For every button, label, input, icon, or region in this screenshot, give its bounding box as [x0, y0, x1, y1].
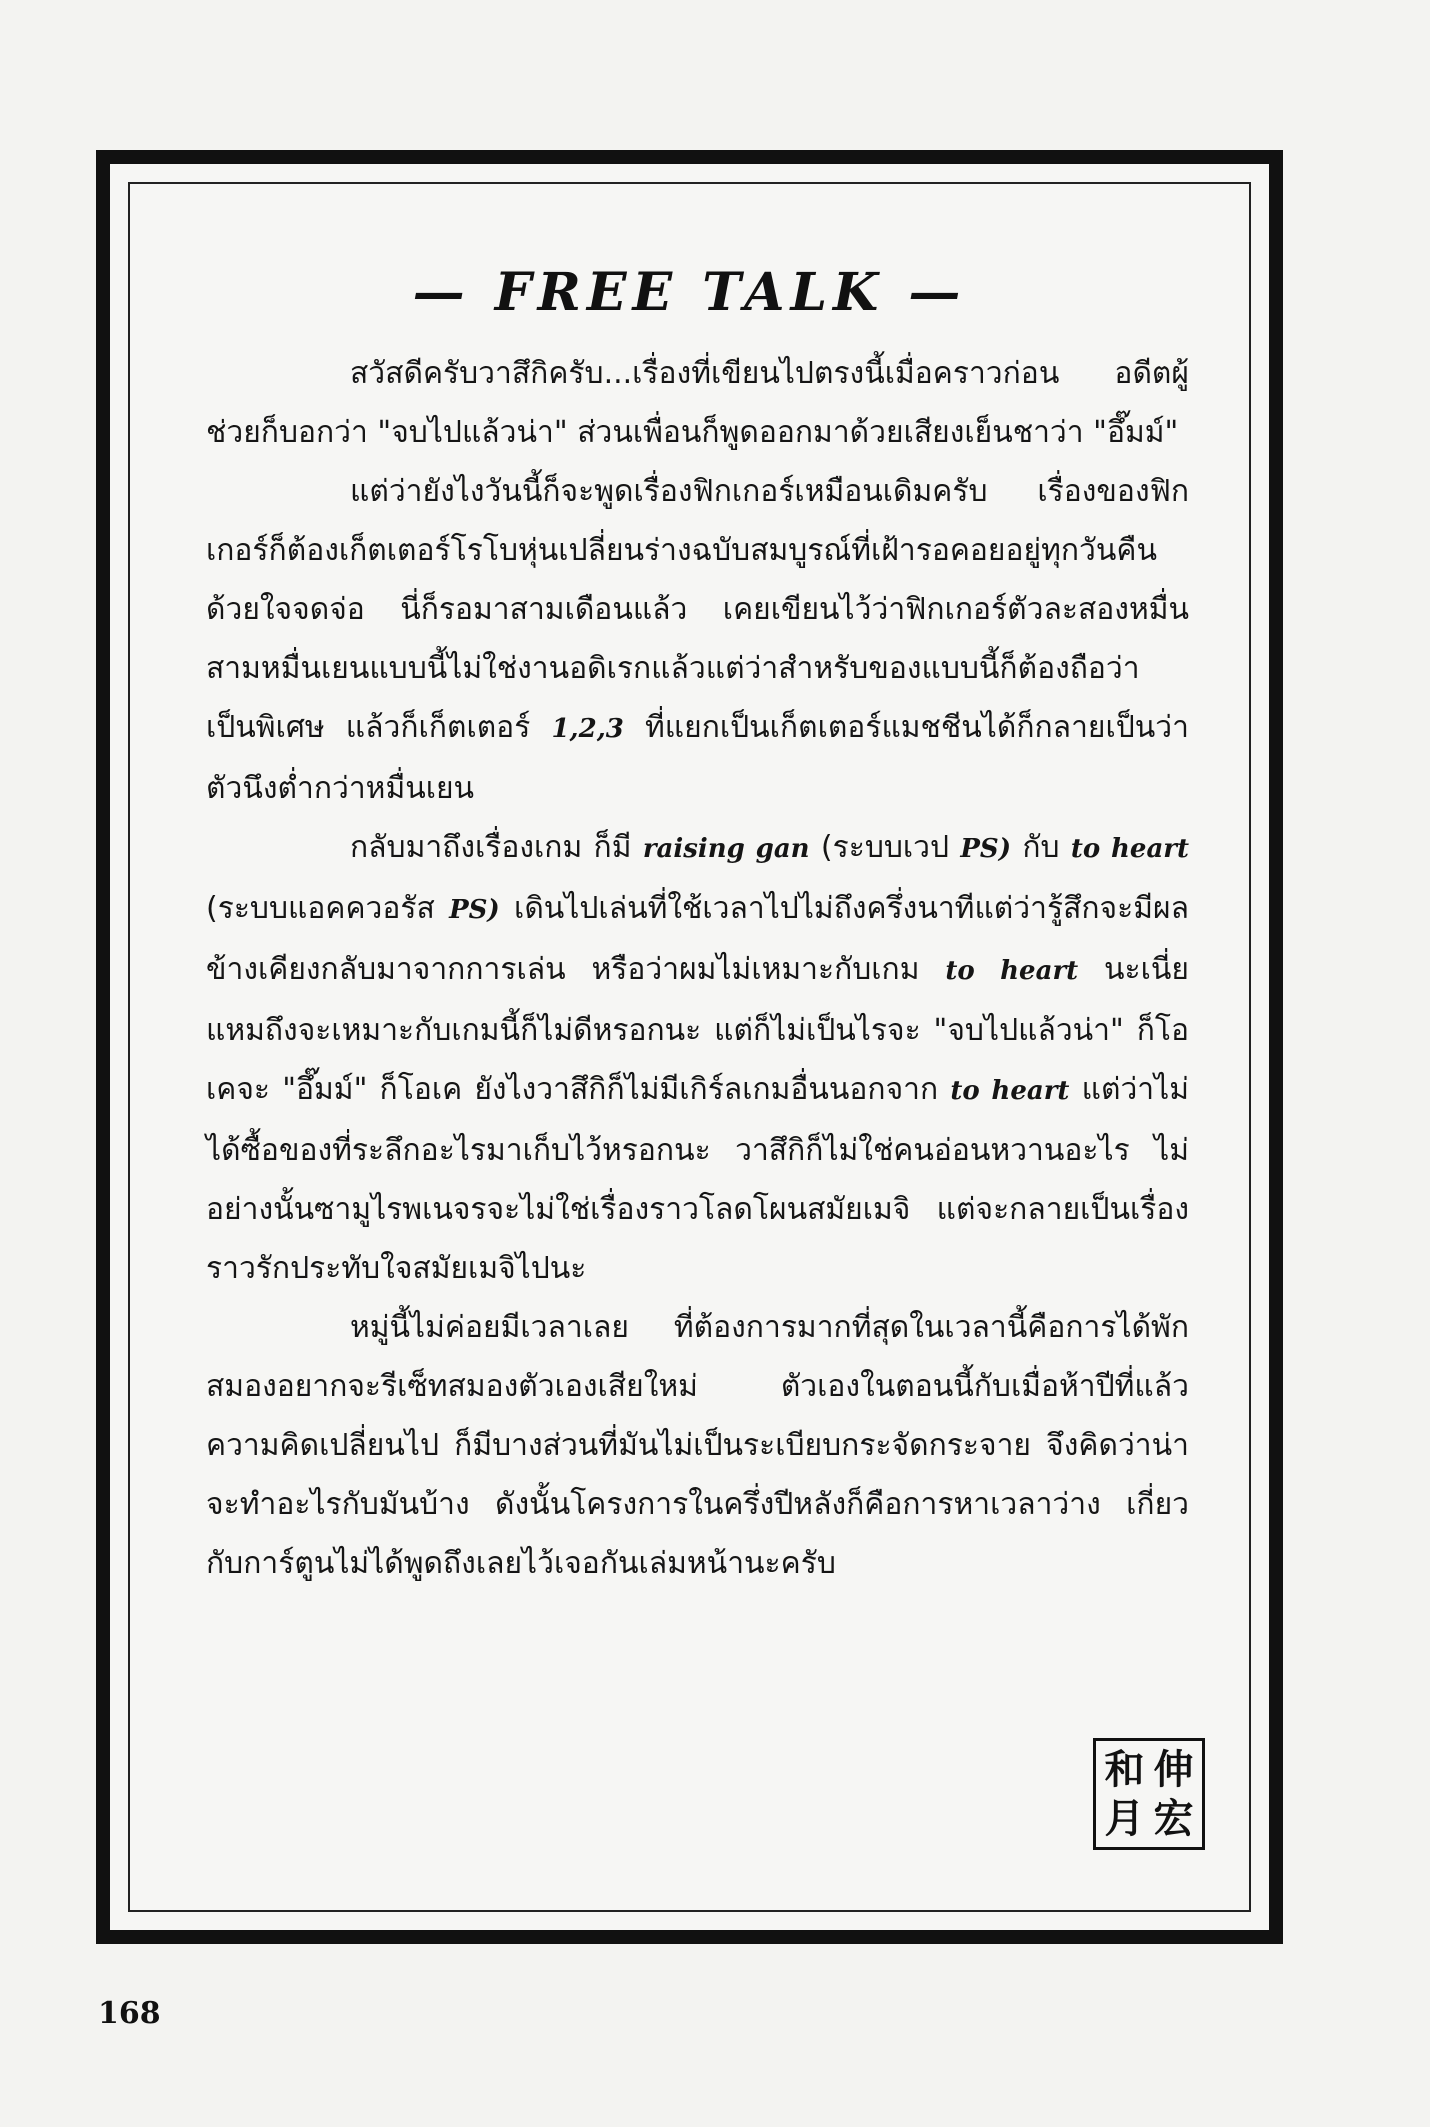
body-paragraph	[206, 818, 1189, 1298]
text-segment: เดินไปเล่นที่ใช้เวลาไปไม่ถึงครึ่งนาทีแต่ว่ารู้สึกจะมีผลข้างเคียงกลับมาจากการเล่น หรือว่าผมไม่เหมาะกับเกม	[206, 891, 1189, 987]
seal-char: 和	[1104, 1745, 1145, 1793]
body-paragraph	[206, 1298, 1189, 1593]
latin-text-segment: to heart	[950, 1076, 1070, 1106]
artist-seal-stamp	[1093, 1738, 1205, 1850]
text-segment: แต่ว่าไม่ได้ซื้อของที่ระลึกอะไรมาเก็บไว้หรอกนะ วาสึกิก็ไม่ใช่คนอ่อนหวานอะไร ไม่อย่างนั้นซามูไรพเนจรจะไม่ใช่เรื่องราวโลดโผนสมัยเมจิ แต่จะกลายเป็นเรื่องราวรักประทับใจสมัยเมจิไปนะ	[206, 1072, 1189, 1286]
latin-text-segment: to heart	[1070, 834, 1190, 864]
text-segment: แต่ว่ายังไงวันนี้ก็จะพูดเรื่องฟิกเกอร์เหมือนเดิมครับ เรื่องของฟิกเกอร์ก็ต้องเก็ตเตอร์โรโบหุ่นเปลี่ยนร่างฉบับสมบูรณ์ที่เฝ้ารอคอยอยู่ทุกวันคืนด้วยใจจดจ่อ นี่ก็รอมาสามเดือนแล้ว เคยเขียนไว้ว่าฟิกเกอร์ตัวละสองหมื่นสามหมื่นเยนแบบนี้ไม่ใช่งานอดิเรกแล้วแต่ว่าสำหรับของแบบนี้ก็ต้องถือว่าเป็นพิเศษ แล้วก็เก็ตเตอร์	[206, 474, 1189, 745]
text-segment: นะเนี่ย แหมถึงจะเหมาะกับเกมนี้ก็ไม่ดีหรอกนะ แต่ก็ไม่เป็นไรจะ "จบไปแล้วน่า" ก็โอเคจะ "อึ๊มม์" ก็โอเค ยังไงวาสึกิก็ไม่มีเกิร์ลเกมอื่นนอกจาก	[206, 952, 1190, 1107]
page-number: 168	[98, 1996, 161, 2031]
text-segment: หมู่นี้ไม่ค่อยมีเวลาเลย ที่ต้องการมากที่สุดในเวลานี้คือการได้พักสมองอยากจะรีเซ็ทสมองตัวเองเสียใหม่ ตัวเองในตอนนี้กับเมื่อห้าปีที่แล้วความคิดเปลี่ยนไป ก็มีบางส่วนที่มันไม่เป็นระเบียบกระจัดกระจาย จึงคิดว่าน่าจะทำอะไรกับมันบ้าง ดังนั้นโครงการในครึ่งปีหลังก็คือการหาเวลาว่าง เกี่ยวกับการ์ตูนไม่ได้พูดถึงเลยไว้เจอกันเล่มหน้านะครับ	[206, 1310, 1189, 1581]
seal-char: 宏	[1153, 1794, 1194, 1842]
latin-text-segment: to heart	[945, 956, 1079, 986]
latin-text-segment: PS)	[449, 895, 500, 925]
seal-char: 月	[1104, 1794, 1145, 1842]
latin-text-segment: 1,2,3	[551, 714, 624, 744]
outer-frame	[96, 150, 1283, 1944]
text-segment: กับ	[1011, 830, 1071, 865]
body-paragraph	[206, 462, 1189, 818]
text-segment: (ระบบเวป	[809, 830, 961, 865]
text-segment: ที่แยกเป็นเก็ตเตอร์แมชชีนได้ก็กลายเป็นว่าตัวนึงต่ำกว่าหมื่นเยน	[206, 710, 1189, 806]
inner-frame	[128, 182, 1251, 1912]
body-text	[206, 344, 1189, 1593]
body-paragraph	[206, 344, 1189, 462]
text-segment: กลับมาถึงเรื่องเกม ก็มี	[350, 830, 643, 865]
seal-char: 伸	[1153, 1745, 1194, 1793]
latin-text-segment: PS)	[960, 834, 1012, 864]
latin-text-segment: raising gan	[642, 834, 810, 864]
text-segment: สวัสดีครับวาสึกิครับ...เรื่องที่เขียนไปตรงนี้เมื่อคราวก่อน อดีตผู้ช่วยก็บอกว่า "จบไปแล้วน่า" ส่วนเพื่อนก็พูดออกมาด้วยเสียงเย็นชาว่า "อึ๊มม์"	[206, 356, 1189, 450]
page-title: — FREE TALK —	[412, 262, 967, 323]
text-segment: (ระบบแอคควอรัส	[206, 891, 450, 926]
